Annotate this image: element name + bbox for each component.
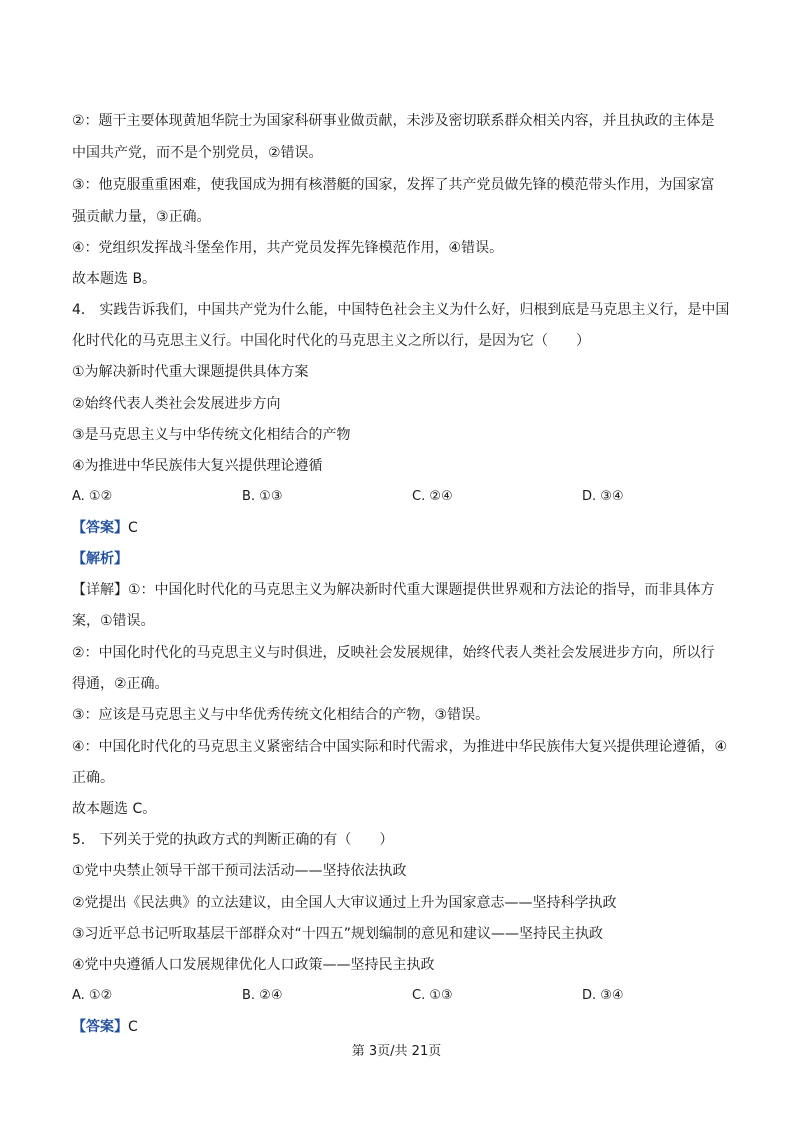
question-item: ①党中央禁止领导干部干预司法活动——坚持依法执政: [72, 863, 407, 879]
answer-tag: 【答案】: [72, 520, 128, 536]
question-item: ①为解决新时代重大课题提供具体方案: [72, 364, 309, 380]
question-item: ③习近平总书记听取基层干部群众对“十四五”规划编制的意见和建议——坚持民主执政: [72, 926, 604, 942]
option-a: A. ①②: [72, 988, 113, 1003]
answer-value: C: [128, 520, 138, 536]
analysis-line: ②：题干主要体现黄旭华院士为国家科研事业做贡献，未涉及密切联系群众相关内容，并且执政的主体是: [72, 113, 715, 129]
detail-line: ③：应该是马克思主义与中华优秀传统文化相结合的产物，③错误。: [72, 707, 490, 723]
option-b: B. ①③: [242, 489, 283, 504]
question-item: ④党中央遵循人口发展规律优化人口政策——坚持民主执政: [72, 957, 435, 973]
question-item: ③是马克思主义与中华传统文化相结合的产物: [72, 427, 351, 443]
analysis-line: 强贡献力量，③正确。: [72, 209, 211, 225]
question-stem: 4． 实践告诉我们，中国共产党为什么能，中国特色社会主义为什么好，归根到底是马克思主义行，是中国: [72, 302, 730, 318]
analysis-line: ③：他克服重重困难，使我国成为拥有核潜艇的国家，发挥了共产党员做先锋的模范带头作用，为国家富: [72, 177, 715, 193]
analysis-tag: 【解析】: [72, 551, 128, 567]
question-item: ④为推进中华民族伟大复兴提供理论遵循: [72, 458, 323, 474]
answer-line: [72, 518, 138, 538]
detail-line: 正确。: [72, 770, 114, 786]
detail-line: 得通，②正确。: [72, 676, 169, 692]
detail-line: 案，①错误。: [72, 613, 155, 629]
answer-line: [72, 1017, 138, 1037]
answer-value: C: [128, 1019, 138, 1035]
detail-line: [72, 580, 715, 600]
detail-tag: 【详解】: [72, 582, 128, 598]
question-stem: 化时代化的马克思主义行。中国化时代化的马克思主义之所以行，是因为它（ ）: [72, 333, 590, 349]
detail-line: ④：中国化时代化的马克思主义紧密结合中国实际和时代需求，为推进中华民族伟大复兴提供理论遵循，④: [72, 739, 728, 755]
conclusion-line: 故本题选 C。: [72, 801, 157, 817]
option-b: B. ②④: [242, 988, 283, 1003]
option-d: D. ③④: [582, 988, 624, 1003]
analysis-heading: [72, 549, 128, 569]
detail-text: ①：中国化时代化的马克思主义为解决新时代重大课题提供世界观和方法论的指导，而非具体方: [128, 582, 715, 598]
option-a: A. ①②: [72, 489, 113, 504]
answer-tag: 【答案】: [72, 1019, 128, 1035]
option-c: C. ②④: [412, 489, 453, 504]
detail-line: ②：中国化时代化的马克思主义与时俱进，反映社会发展规律，始终代表人类社会发展进步方向，所以行: [72, 645, 715, 661]
question-item: ②党提出《民法典》的立法建议，由全国人大审议通过上升为国家意志——坚持科学执政: [72, 895, 617, 911]
page-footer: 第 3页/共 21页: [351, 1044, 442, 1059]
analysis-line: ④：党组织发挥战斗堡垒作用，共产党员发挥先锋模范作用，④错误。: [72, 240, 504, 256]
analysis-line: 中国共产党，而不是个别党员，②错误。: [72, 145, 323, 161]
question-item: ②始终代表人类社会发展进步方向: [72, 396, 281, 412]
option-d: D. ③④: [582, 489, 624, 504]
option-c: C. ①③: [412, 988, 453, 1003]
conclusion-line: 故本题选 B。: [72, 271, 157, 287]
question-stem: 5． 下列关于党的执政方式的判断正确的有（ ）: [72, 832, 394, 848]
